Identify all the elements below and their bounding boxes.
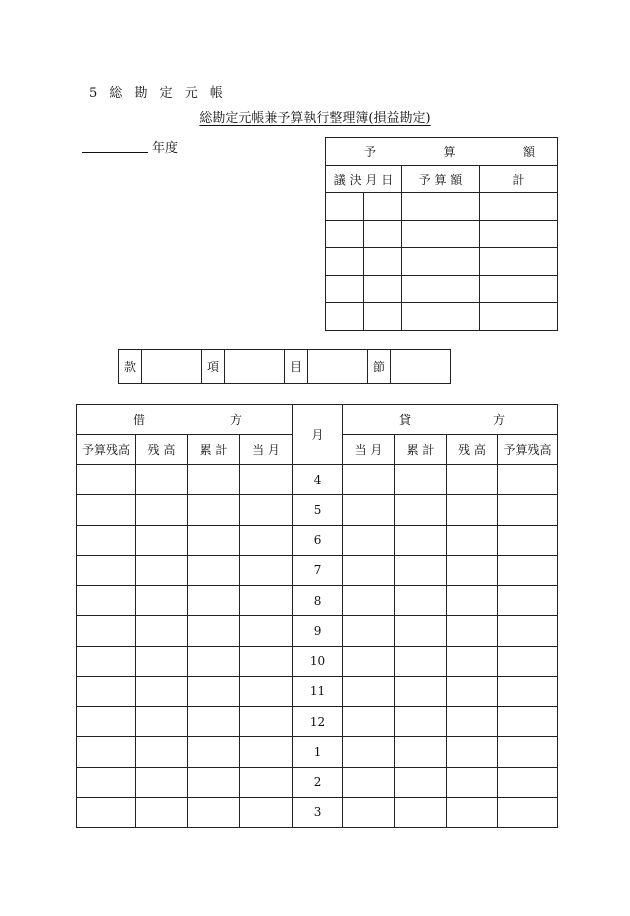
debit-balance-cell[interactable] xyxy=(136,797,188,827)
resolution-day-cell[interactable] xyxy=(364,220,402,248)
debit-budget-balance-cell[interactable] xyxy=(77,707,136,737)
budget-header-char: 算 xyxy=(443,145,456,159)
debit-current-month-cell[interactable] xyxy=(240,767,293,797)
debit-column-header: 当 月 xyxy=(240,435,293,465)
ledger-header-row xyxy=(77,405,558,435)
budget-total-cell[interactable] xyxy=(480,193,558,221)
moku-field[interactable] xyxy=(308,350,368,384)
credit-column-header: 当 月 xyxy=(343,435,395,465)
ledger-row xyxy=(77,767,558,797)
credit-balance-cell[interactable] xyxy=(447,676,498,706)
budget-amount-table xyxy=(325,137,558,331)
debit-current-month-cell[interactable] xyxy=(240,646,293,676)
month-cell: 2 xyxy=(293,767,343,797)
budget-subheader-row xyxy=(326,166,558,193)
ledger-row xyxy=(77,495,558,525)
budget-total-header: 計 xyxy=(480,166,558,193)
resolution-month-cell[interactable] xyxy=(326,248,364,276)
budget-row xyxy=(326,193,558,221)
debit-balance-cell[interactable] xyxy=(136,555,188,585)
credit-cumulative-cell[interactable] xyxy=(395,555,447,585)
credit-balance-cell[interactable] xyxy=(447,797,498,827)
credit-balance-cell[interactable] xyxy=(447,555,498,585)
credit-balance-cell[interactable] xyxy=(447,465,498,495)
section-heading: 5 総 勘 定 元 帳 xyxy=(89,86,227,101)
debit-budget-balance-cell[interactable] xyxy=(77,555,136,585)
resolution-day-cell[interactable] xyxy=(364,275,402,303)
month-cell: 3 xyxy=(293,797,343,827)
ledger-row xyxy=(77,646,558,676)
credit-budget-balance-cell[interactable] xyxy=(498,555,558,585)
budget-row xyxy=(326,248,558,276)
account-classification-table xyxy=(118,349,451,384)
debit-balance-cell[interactable] xyxy=(136,525,188,555)
ledger-row xyxy=(77,525,558,555)
debit-balance-cell[interactable] xyxy=(136,616,188,646)
credit-balance-cell[interactable] xyxy=(447,707,498,737)
credit-current-month-cell[interactable] xyxy=(343,586,395,616)
debit-cumulative-cell[interactable] xyxy=(188,676,240,706)
credit-budget-balance-cell[interactable] xyxy=(498,616,558,646)
ledger-row xyxy=(77,707,558,737)
debit-cumulative-cell[interactable] xyxy=(188,767,240,797)
credit-cumulative-cell[interactable] xyxy=(395,646,447,676)
budget-total-cell[interactable] xyxy=(480,303,558,331)
credit-current-month-cell[interactable] xyxy=(343,495,395,525)
budget-total-cell[interactable] xyxy=(480,275,558,303)
credit-current-month-cell[interactable] xyxy=(343,465,395,495)
debit-balance-cell[interactable] xyxy=(136,767,188,797)
credit-cumulative-cell[interactable] xyxy=(395,767,447,797)
resolution-month-cell[interactable] xyxy=(326,193,364,221)
debit-budget-balance-cell[interactable] xyxy=(77,646,136,676)
debit-budget-balance-cell[interactable] xyxy=(77,767,136,797)
credit-header xyxy=(343,405,558,435)
debit-budget-balance-cell[interactable] xyxy=(77,676,136,706)
debit-cumulative-cell[interactable] xyxy=(188,465,240,495)
debit-budget-balance-cell[interactable] xyxy=(77,616,136,646)
debit-cumulative-cell[interactable] xyxy=(188,646,240,676)
debit-budget-balance-cell[interactable] xyxy=(77,525,136,555)
credit-budget-balance-cell[interactable] xyxy=(498,586,558,616)
month-cell: 5 xyxy=(293,495,343,525)
credit-cumulative-cell[interactable] xyxy=(395,465,447,495)
month-cell: 8 xyxy=(293,586,343,616)
debit-current-month-cell[interactable] xyxy=(240,676,293,706)
ledger-row xyxy=(77,465,558,495)
credit-current-month-cell[interactable] xyxy=(343,676,395,706)
resolution-month-cell[interactable] xyxy=(326,220,364,248)
account-classification-row xyxy=(119,350,451,384)
credit-cumulative-cell[interactable] xyxy=(395,586,447,616)
credit-budget-balance-cell[interactable] xyxy=(498,465,558,495)
budget-header-row xyxy=(326,138,558,166)
credit-header-char: 貸 xyxy=(399,413,412,427)
ledger-row xyxy=(77,737,558,767)
month-cell: 10 xyxy=(293,646,343,676)
budget-amount-cell[interactable] xyxy=(402,275,480,303)
debit-header-char: 借 xyxy=(133,413,146,427)
credit-budget-balance-cell[interactable] xyxy=(498,767,558,797)
budget-total-cell[interactable] xyxy=(480,220,558,248)
debit-budget-balance-cell[interactable] xyxy=(77,465,136,495)
fiscal-year-label: 年度 xyxy=(152,141,179,156)
budget-amount-cell[interactable] xyxy=(402,220,480,248)
debit-header-char: 方 xyxy=(230,413,243,427)
debit-current-month-cell[interactable] xyxy=(240,525,293,555)
debit-current-month-cell[interactable] xyxy=(240,737,293,767)
credit-cumulative-cell[interactable] xyxy=(395,676,447,706)
debit-current-month-cell[interactable] xyxy=(240,465,293,495)
ledger-row xyxy=(77,616,558,646)
ledger-row xyxy=(77,586,558,616)
ledger-row xyxy=(77,797,558,827)
debit-cumulative-cell[interactable] xyxy=(188,797,240,827)
budget-header-char: 予 xyxy=(364,145,377,159)
credit-current-month-cell[interactable] xyxy=(343,767,395,797)
debit-budget-balance-cell[interactable] xyxy=(77,586,136,616)
debit-budget-balance-cell[interactable] xyxy=(77,797,136,827)
debit-column-header: 予算残高 xyxy=(77,435,136,465)
debit-cumulative-cell[interactable] xyxy=(188,737,240,767)
credit-column-header: 残 高 xyxy=(447,435,498,465)
kan-field[interactable] xyxy=(142,350,202,384)
debit-cumulative-cell[interactable] xyxy=(188,555,240,585)
credit-cumulative-cell[interactable] xyxy=(395,495,447,525)
debit-balance-cell[interactable] xyxy=(136,676,188,706)
debit-cumulative-cell[interactable] xyxy=(188,586,240,616)
document-title xyxy=(0,107,630,126)
resolution-day-cell[interactable] xyxy=(364,248,402,276)
debit-balance-cell[interactable] xyxy=(136,737,188,767)
budget-total-cell[interactable] xyxy=(480,248,558,276)
credit-balance-cell[interactable] xyxy=(447,767,498,797)
credit-cumulative-cell[interactable] xyxy=(395,616,447,646)
resolution-month-cell[interactable] xyxy=(326,303,364,331)
kou-label: 項 xyxy=(202,350,225,384)
budget-amount-cell[interactable] xyxy=(402,248,480,276)
budget-row xyxy=(326,275,558,303)
credit-current-month-cell[interactable] xyxy=(343,646,395,676)
debit-current-month-cell[interactable] xyxy=(240,616,293,646)
credit-budget-balance-cell[interactable] xyxy=(498,495,558,525)
debit-cumulative-cell[interactable] xyxy=(188,616,240,646)
month-cell: 4 xyxy=(293,465,343,495)
debit-column-header: 累 計 xyxy=(188,435,240,465)
ledger-row xyxy=(77,676,558,706)
setsu-field[interactable] xyxy=(391,350,451,384)
debit-balance-cell[interactable] xyxy=(136,646,188,676)
budget-amount-subheader: 予 算 額 xyxy=(402,166,480,193)
resolution-day-cell[interactable] xyxy=(364,303,402,331)
debit-cumulative-cell[interactable] xyxy=(188,495,240,525)
credit-current-month-cell[interactable] xyxy=(343,555,395,585)
credit-current-month-cell[interactable] xyxy=(343,616,395,646)
document-title-text: 総勘定元帳兼予算執行整理簿(損益勘定) xyxy=(199,111,431,126)
debit-balance-cell[interactable] xyxy=(136,495,188,525)
credit-current-month-cell[interactable] xyxy=(343,737,395,767)
credit-balance-cell[interactable] xyxy=(447,737,498,767)
credit-balance-cell[interactable] xyxy=(447,646,498,676)
budget-amount-header xyxy=(326,138,558,166)
debit-balance-cell[interactable] xyxy=(136,465,188,495)
debit-column-header: 残 高 xyxy=(136,435,188,465)
debit-current-month-cell[interactable] xyxy=(240,797,293,827)
resolution-day-cell[interactable] xyxy=(364,193,402,221)
budget-header-char: 額 xyxy=(523,145,536,159)
credit-budget-balance-cell[interactable] xyxy=(498,707,558,737)
credit-budget-balance-cell[interactable] xyxy=(498,525,558,555)
credit-budget-balance-cell[interactable] xyxy=(498,646,558,676)
credit-balance-cell[interactable] xyxy=(447,586,498,616)
debit-balance-cell[interactable] xyxy=(136,586,188,616)
credit-column-header: 予算残高 xyxy=(498,435,558,465)
debit-current-month-cell[interactable] xyxy=(240,495,293,525)
credit-cumulative-cell[interactable] xyxy=(395,797,447,827)
credit-column-header: 累 計 xyxy=(395,435,447,465)
kou-field[interactable] xyxy=(225,350,285,384)
month-header: 月 xyxy=(293,405,343,465)
debit-cumulative-cell[interactable] xyxy=(188,707,240,737)
credit-current-month-cell[interactable] xyxy=(343,707,395,737)
ledger-row xyxy=(77,555,558,585)
moku-label: 目 xyxy=(285,350,308,384)
credit-current-month-cell[interactable] xyxy=(343,525,395,555)
credit-cumulative-cell[interactable] xyxy=(395,737,447,767)
debit-balance-cell[interactable] xyxy=(136,707,188,737)
fiscal-year-blank[interactable] xyxy=(82,152,148,153)
credit-balance-cell[interactable] xyxy=(447,495,498,525)
resolution-date-header: 議 決 月 日 xyxy=(326,166,402,193)
month-cell: 6 xyxy=(293,525,343,555)
credit-budget-balance-cell[interactable] xyxy=(498,737,558,767)
budget-amount-cell[interactable] xyxy=(402,193,480,221)
debit-budget-balance-cell[interactable] xyxy=(77,737,136,767)
month-cell: 1 xyxy=(293,737,343,767)
debit-budget-balance-cell[interactable] xyxy=(77,495,136,525)
credit-balance-cell[interactable] xyxy=(447,525,498,555)
debit-current-month-cell[interactable] xyxy=(240,707,293,737)
credit-balance-cell[interactable] xyxy=(447,616,498,646)
setsu-label: 節 xyxy=(368,350,391,384)
budget-row xyxy=(326,303,558,331)
credit-header-char: 方 xyxy=(493,413,506,427)
credit-cumulative-cell[interactable] xyxy=(395,707,447,737)
kan-label: 款 xyxy=(119,350,142,384)
debit-header xyxy=(77,405,293,435)
budget-amount-cell[interactable] xyxy=(402,303,480,331)
debit-cumulative-cell[interactable] xyxy=(188,525,240,555)
month-cell: 9 xyxy=(293,616,343,646)
budget-row xyxy=(326,220,558,248)
debit-current-month-cell[interactable] xyxy=(240,586,293,616)
ledger-table xyxy=(76,404,558,828)
month-cell: 7 xyxy=(293,555,343,585)
credit-budget-balance-cell[interactable] xyxy=(498,797,558,827)
debit-current-month-cell[interactable] xyxy=(240,555,293,585)
resolution-month-cell[interactable] xyxy=(326,275,364,303)
credit-cumulative-cell[interactable] xyxy=(395,525,447,555)
credit-current-month-cell[interactable] xyxy=(343,797,395,827)
month-cell: 12 xyxy=(293,707,343,737)
month-cell: 11 xyxy=(293,676,343,706)
credit-budget-balance-cell[interactable] xyxy=(498,676,558,706)
